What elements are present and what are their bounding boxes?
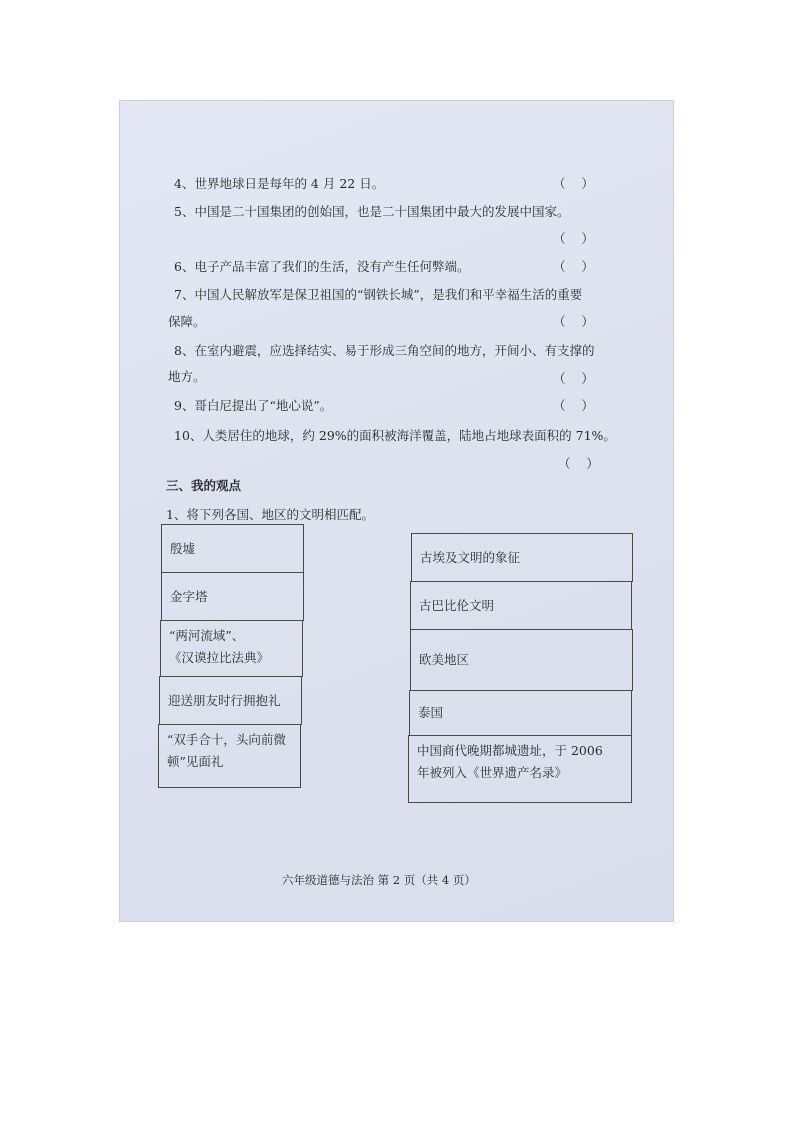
left-box-3: “两河流域”、 《汉谟拉比法典》 (160, 620, 303, 677)
right-box-2: 古巴比伦文明 (410, 581, 632, 630)
question-4: 4、世界地球日是每年的 4 月 22 日。 (174, 176, 385, 191)
answer-paren-8: （ ） (553, 371, 594, 386)
question-6: 6、电子产品丰富了我们的生活，没有产生任何弊端。 (174, 259, 470, 274)
answer-paren-6: （ ） (553, 259, 594, 274)
question-7-line-1: 7、中国人民解放军是保卫祖国的“钢铁长城”，是我们和平幸福生活的重要 (174, 287, 583, 302)
left-box-2: 金字塔 (161, 572, 304, 621)
answer-paren-7: （ ） (553, 314, 594, 329)
question-8-line-1: 8、在室内避震，应选择结实、易于形成三角空间的地方，开间小、有支撑的 (174, 343, 595, 358)
answer-paren-4: （ ） (553, 176, 594, 191)
matching-instruction: 1、将下列各国、地区的文明相匹配。 (166, 507, 374, 522)
question-7-line-2: 保障。 (168, 314, 206, 329)
question-9: 9、哥白尼提出了“地心说”。 (174, 398, 333, 413)
question-8-line-2: 地方。 (168, 369, 206, 384)
left-box-5: “双手合十，头向前微 顿”见面礼 (158, 724, 301, 788)
right-box-5: 中国商代晚期都城遗址，于 2006 年被列入《世界遗产名录》 (408, 735, 632, 803)
exam-paper (120, 101, 673, 921)
right-box-3: 欧美地区 (410, 629, 633, 691)
answer-paren-10: （ ） (558, 456, 599, 471)
page-footer: 六年级道德与法治 第 2 页（共 4 页） (282, 873, 476, 887)
left-box-1: 殷墟 (161, 524, 304, 573)
section-title: 三、我的观点 (166, 478, 242, 493)
question-10: 10、人类居住的地球，约 29%的面积被海洋覆盖，陆地占地球表面积的 71%。 (174, 428, 616, 443)
right-box-4: 泰国 (409, 690, 632, 736)
answer-paren-9: （ ） (553, 398, 594, 413)
left-box-4: 迎送朋友时行拥抱礼 (159, 676, 302, 725)
question-5: 5、中国是二十国集团的创始国，也是二十国集团中最大的发展中国家。 (174, 204, 570, 219)
right-box-1: 古埃及文明的象征 (411, 533, 633, 582)
answer-paren-5: （ ） (553, 231, 594, 246)
